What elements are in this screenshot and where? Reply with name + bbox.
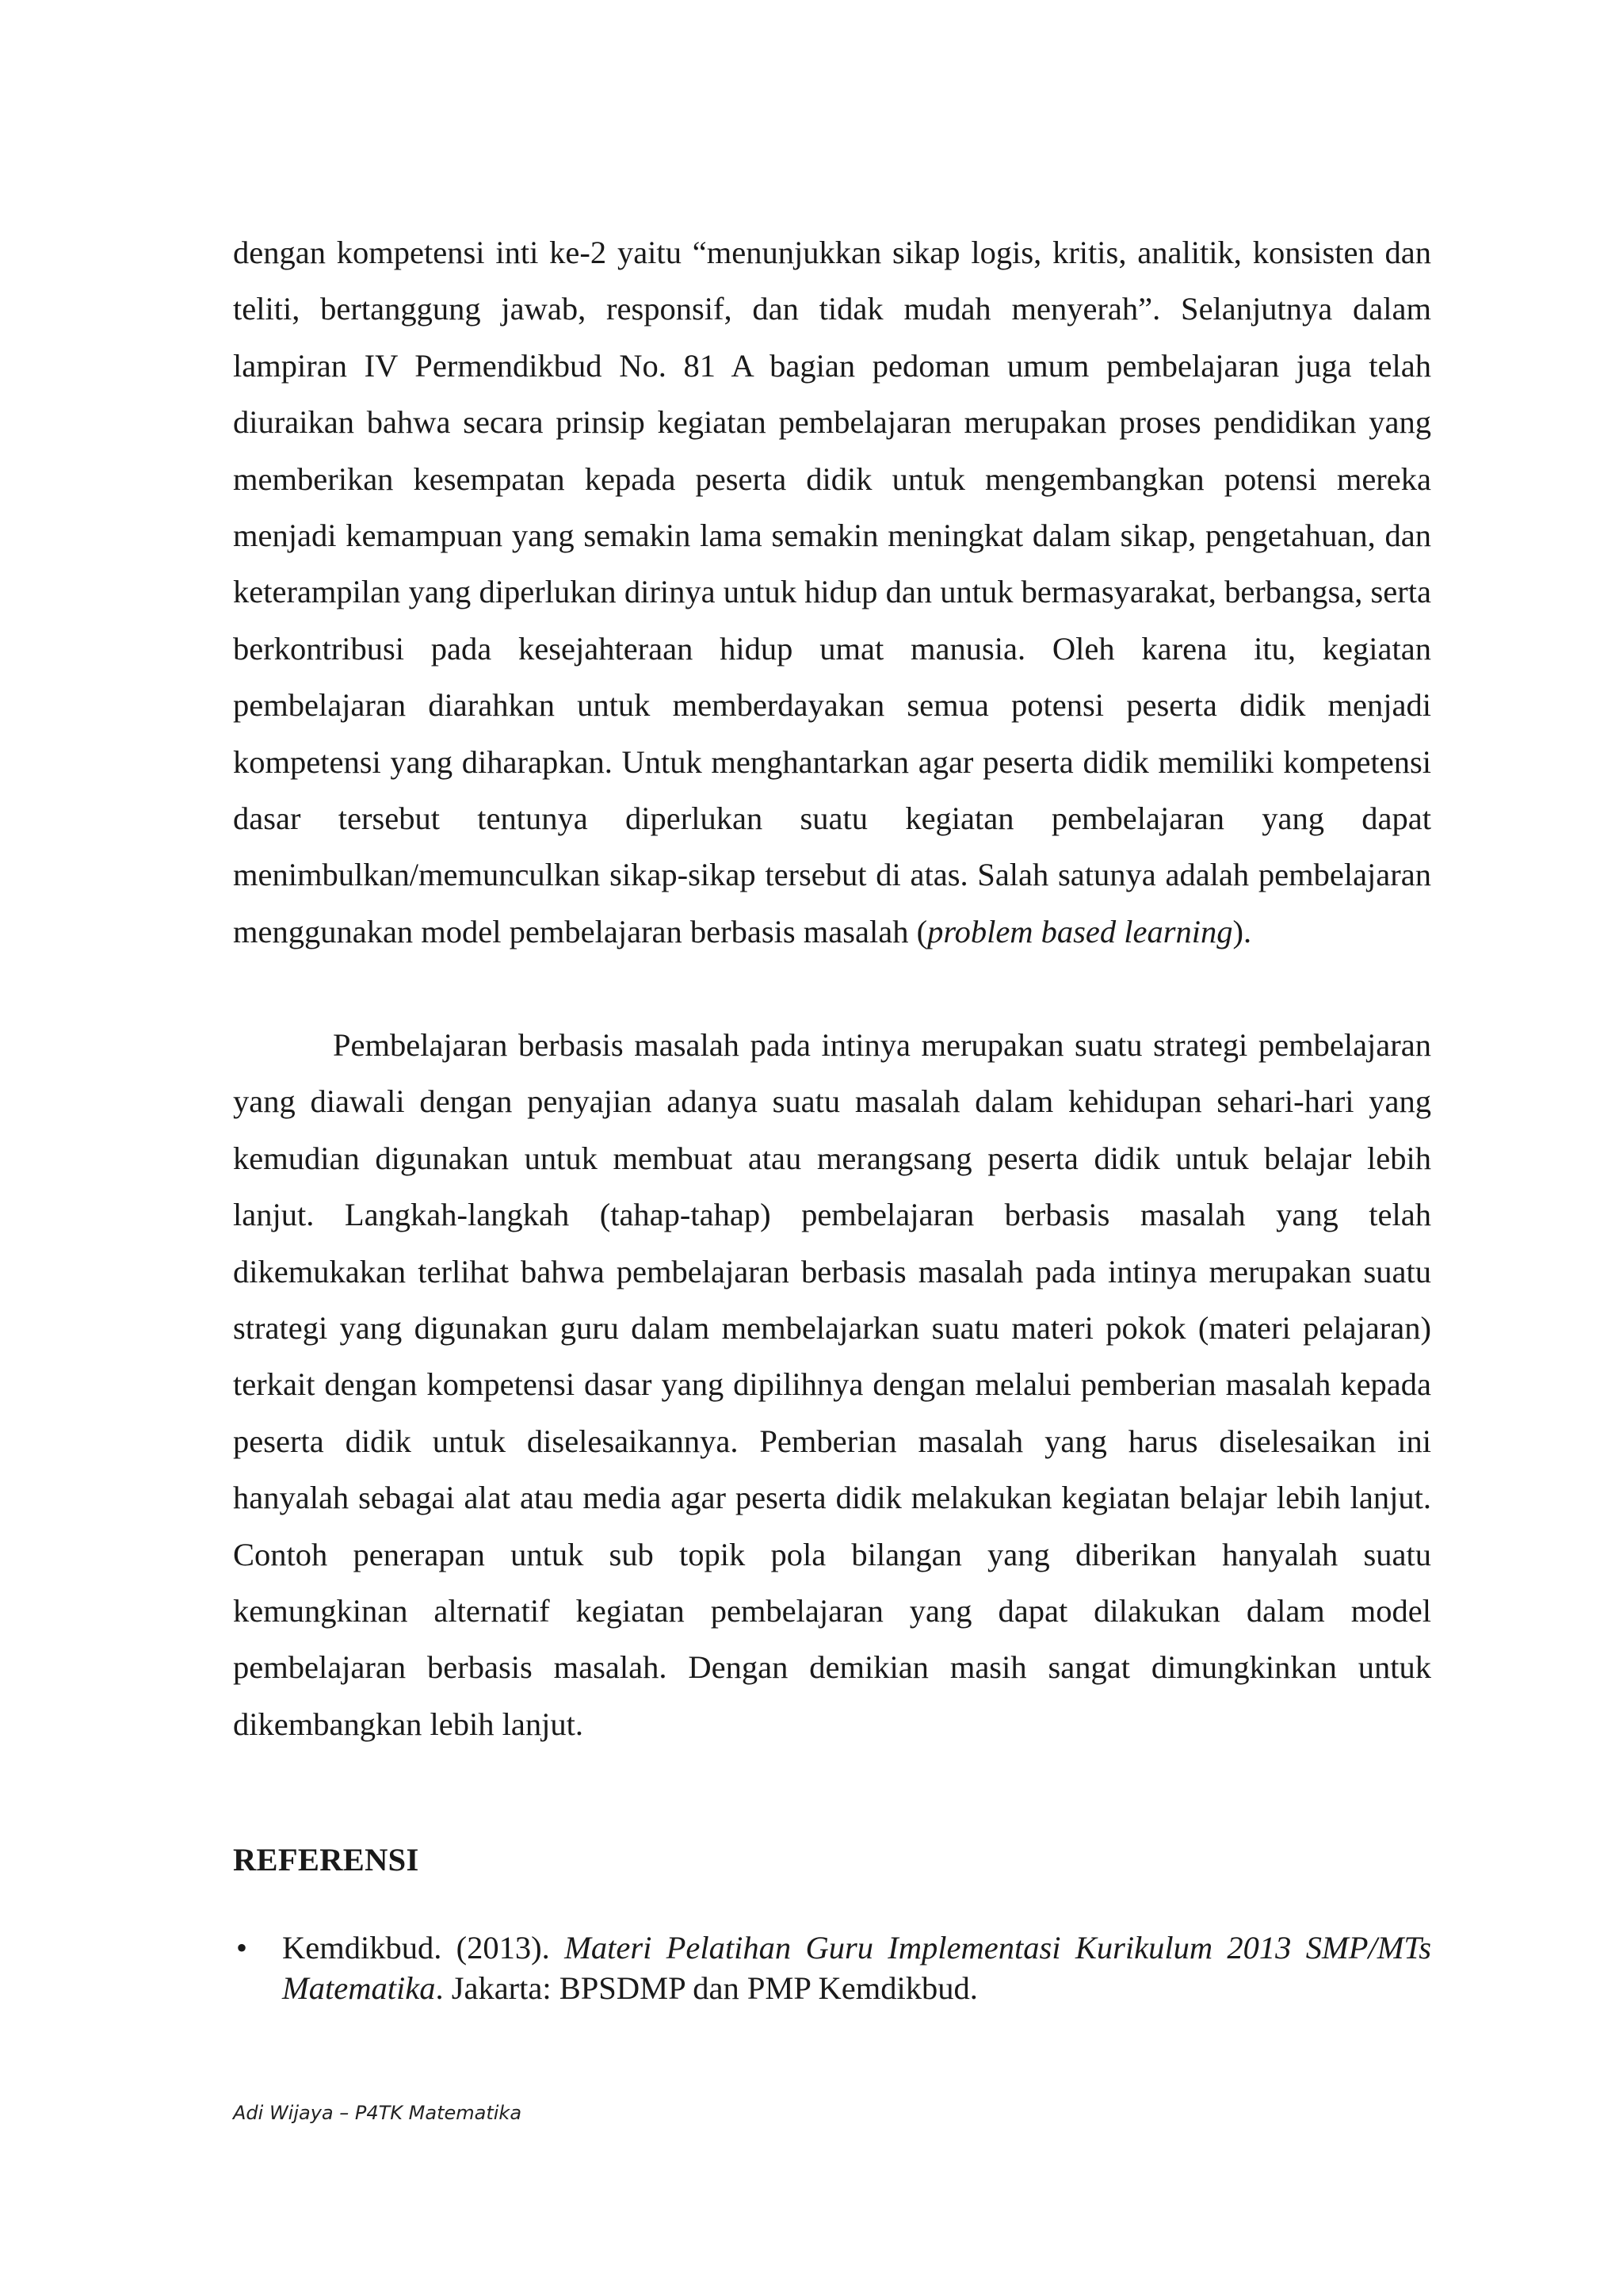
paragraph-1-italic-term: problem based learning [927, 913, 1233, 949]
reference-author-year: Kemdikbud. (2013). [282, 1930, 565, 1966]
reference-item [233, 1927, 1431, 2008]
reference-publisher: . Jakarta: BPSDMP dan PMP Kemdikbud. [435, 1970, 978, 2006]
page-footer: Adi Wijaya – P4TK Matematika [233, 2102, 522, 2124]
body-paragraph-2: Pembelajaran berbasis masalah pada intinya merupakan suatu strategi pembelajaran yang diawali dengan penyajian adanya suatu masalah dalam kehidupan sehari-hari yang kemudian digunakan untuk membuat atau merangsang peserta didik untuk belajar lebih lanjut. Langkah-langkah (tahap-tahap) pembelajaran berbasis masalah yang telah dikemukakan terlihat bahwa pembelajaran berbasis masalah pada intinya merupakan suatu strategi yang digunakan guru dalam membelajarkan suatu materi pokok (materi pelajaran) terkait dengan kompetensi dasar yang dipilihnya dengan melalui pemberian masalah kepada peserta didik untuk diselesaikannya. Pemberian masalah yang harus diselesaikan ini hanyalah sebagai alat atau media agar peserta didik melakukan kegiatan belajar lebih lanjut. Contoh penerapan untuk sub topik pola bilangan yang diberikan hanyalah suatu kemungkinan alternatif kegiatan pembelajaran yang dapat dilakukan dalam model pembelajaran berbasis masalah. Dengan demikian masih sangat dimungkinkan untuk dikembangkan lebih lanjut. [233, 1027, 1431, 1742]
paragraph-1-closing: ). [1232, 913, 1252, 949]
body-paragraph-1 [233, 224, 1431, 960]
references-heading: REFERENSI [233, 1842, 419, 1878]
reference-list [233, 1927, 1431, 2008]
bullet-icon: • [236, 1930, 248, 1966]
reference-title: Materi Pelatihan Guru Implementasi Kurikulum 2013 SMP/MTs Matematika [282, 1930, 1431, 2006]
paragraph-1-text: dengan kompetensi inti ke-2 yaitu “menunjukkan sikap logis, kritis, analitik, konsisten dan teliti, bertanggung jawab, responsif, dan tidak mudah menyerah”. Selanjutnya dalam lampiran IV Permendikbud No. 81 A bagian pedoman umum pembelajaran juga telah diuraikan bahwa secara prinsip kegiatan pembelajaran merupakan proses pendidikan yang memberikan kesempatan kepada peserta didik untuk mengembangkan potensi mereka menjadi kemampuan yang semakin lama semakin meningkat dalam sikap, pengetahuan, dan keterampilan yang diperlukan dirinya untuk hidup dan untuk bermasyarakat, berbangsa, serta berkontribusi pada kesejahteraan hidup umat manusia. Oleh karena itu, kegiatan pembelajaran diarahkan untuk memberdayakan semua potensi peserta didik menjadi kompetensi yang diharapkan. Untuk menghantarkan agar peserta didik memiliki kompetensi dasar tersebut tentunya diperlukan suatu kegiatan pembelajaran yang dapat menimbulkan/memunculkan sikap-sikap tersebut di atas. Salah satunya adalah pembelajaran menggunakan model pembelajaran berbasis masalah ( [233, 235, 1431, 949]
